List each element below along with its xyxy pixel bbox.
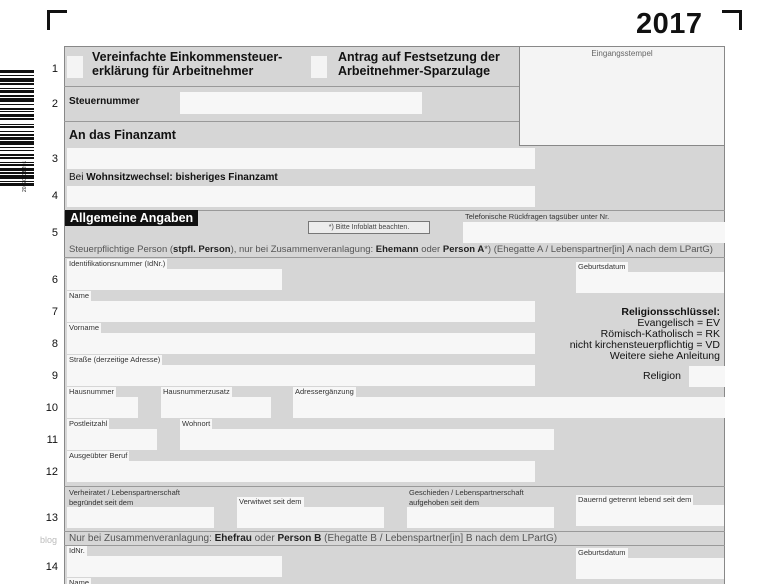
watermark-text: blog xyxy=(40,535,58,545)
idnr-b-label: IdNr. xyxy=(69,546,85,555)
telefon-input[interactable] xyxy=(463,222,725,243)
divider xyxy=(64,531,725,532)
steuernummer-input[interactable] xyxy=(180,92,422,114)
idnr-b-input[interactable] xyxy=(67,556,282,577)
row-number-12: 12 xyxy=(45,466,58,478)
strasse-label: Straße (derzeitige Adresse) xyxy=(69,355,161,364)
verheiratet-input[interactable] xyxy=(67,507,214,528)
vereinfachte-erklaerung-title: Vereinfachte Einkommensteuer- erklärung für Arbeitnehmer xyxy=(92,50,283,78)
beruf-label: Ausgeübter Beruf xyxy=(69,451,128,460)
bisheriges-finanzamt-input[interactable] xyxy=(67,186,535,207)
idnr-label: Identifikationsnummer (IdNr.) xyxy=(69,259,166,268)
hausnummerzusatz-input[interactable] xyxy=(161,397,271,418)
vorname-label: Vorname xyxy=(69,323,100,332)
eingangsstempel-label: Eingangsstempel xyxy=(591,49,653,58)
wohnort-label: Wohnort xyxy=(182,419,211,428)
verwitwet-input[interactable] xyxy=(237,507,384,528)
adressergaenzung-label: Adressergänzung xyxy=(295,387,354,396)
vereinfachte-erklaerung-checkbox[interactable] xyxy=(67,56,83,78)
divider xyxy=(64,257,725,258)
form-year: 2017 xyxy=(636,8,703,40)
row-number-4: 4 xyxy=(51,190,58,202)
person-b-heading: Nur bei Zusammenveranlagung: Ehefrau oder Person B (Ehegatte B / Lebenspartner[in] B nach dem LPartG) xyxy=(69,533,558,544)
geburtsdatum-label: Geburtsdatum xyxy=(578,262,626,271)
sparzulage-checkbox[interactable] xyxy=(311,56,327,78)
row-number-7: 7 xyxy=(51,306,58,318)
divider xyxy=(64,545,725,546)
row-number-6: 6 xyxy=(51,274,58,286)
vorname-input[interactable] xyxy=(67,333,535,354)
geschieden-input[interactable] xyxy=(407,507,554,528)
wohnort-input[interactable] xyxy=(180,429,554,450)
strasse-input[interactable] xyxy=(67,365,535,386)
row-number-11: 11 xyxy=(46,434,58,446)
geburtsdatum-b-input[interactable] xyxy=(576,558,724,579)
religion-label: Religion xyxy=(643,370,681,382)
telefon-label: Telefonische Rückfragen tagsüber unter Nr. xyxy=(465,212,610,221)
geschieden-label: Geschieden / Lebenspartnerschaft aufgehoben seit dem xyxy=(409,488,524,507)
row-number-2: 2 xyxy=(51,98,58,110)
finanzamt-heading: An das Finanzamt xyxy=(69,128,176,142)
adressergaenzung-input[interactable] xyxy=(293,397,725,418)
row-number-1: 1 xyxy=(51,63,58,75)
divider xyxy=(64,86,519,87)
barcode-stripe xyxy=(0,186,34,188)
geburtsdatum-b-label: Geburtsdatum xyxy=(578,548,626,557)
row-number-9: 9 xyxy=(51,370,58,382)
postleitzahl-label: Postleitzahl xyxy=(69,419,108,428)
steuernummer-label: Steuernummer xyxy=(69,96,140,107)
corner-mark-top-left xyxy=(47,10,67,30)
divider xyxy=(64,121,519,122)
finanzamt-input[interactable] xyxy=(67,148,535,169)
postleitzahl-input[interactable] xyxy=(67,429,157,450)
religion-input[interactable] xyxy=(689,366,725,387)
hausnummer-input[interactable] xyxy=(67,397,138,418)
religionsschluessel-legend: Religionsschlüssel: Evangelisch = EV Römisch-Katholisch = RK nicht kirchensteuerpflichtig = VD Weitere siehe Anleitung xyxy=(569,306,720,362)
name-input[interactable] xyxy=(67,301,535,322)
barcode-text: 2017003B201 xyxy=(22,160,28,192)
allgemeine-angaben-heading: Allgemeine Angaben xyxy=(65,210,198,226)
eingangsstempel-box xyxy=(519,46,725,146)
beruf-input[interactable] xyxy=(67,461,535,482)
wohnsitzwechsel-label: Bei Wohnsitzwechsel: bisheriges Finanzamt xyxy=(69,172,278,183)
getrennt-input[interactable] xyxy=(576,505,724,526)
name-label: Name xyxy=(69,291,90,300)
row-number-13: 13 xyxy=(45,512,58,524)
corner-mark-top-right xyxy=(722,10,742,30)
row-number-8: 8 xyxy=(51,338,58,350)
row-number-10: 10 xyxy=(45,402,58,414)
getrennt-label: Dauernd getrennt lebend seit dem xyxy=(578,495,692,504)
hausnummer-label: Hausnummer xyxy=(69,387,115,396)
hausnummerzusatz-label: Hausnummerzusatz xyxy=(163,387,230,396)
geburtsdatum-input[interactable] xyxy=(576,272,724,293)
idnr-input[interactable] xyxy=(67,269,282,290)
barcode xyxy=(0,70,34,270)
row-number-14: 14 xyxy=(45,561,58,573)
row-number-5: 5 xyxy=(51,227,58,239)
verheiratet-label: Verheiratet / Lebenspartnerschaft begründet seit dem xyxy=(69,488,180,507)
person-a-heading: Steuerpflichtige Person (stpfl. Person), nur bei Zusammenveranlagung: Ehemann oder Person A*) (Ehegatte A / Lebenspartner[in] A nach dem LPartG) xyxy=(69,244,713,255)
row-number-3: 3 xyxy=(51,153,58,165)
verwitwet-label: Verwitwet seit dem xyxy=(239,497,302,506)
infoblatt-note: *) Bitte Infoblatt beachten. xyxy=(308,221,430,234)
name-b-label: Name xyxy=(67,578,91,584)
divider xyxy=(64,486,725,487)
sparzulage-title: Antrag auf Festsetzung der Arbeitnehmer-Sparzulage xyxy=(338,50,500,78)
